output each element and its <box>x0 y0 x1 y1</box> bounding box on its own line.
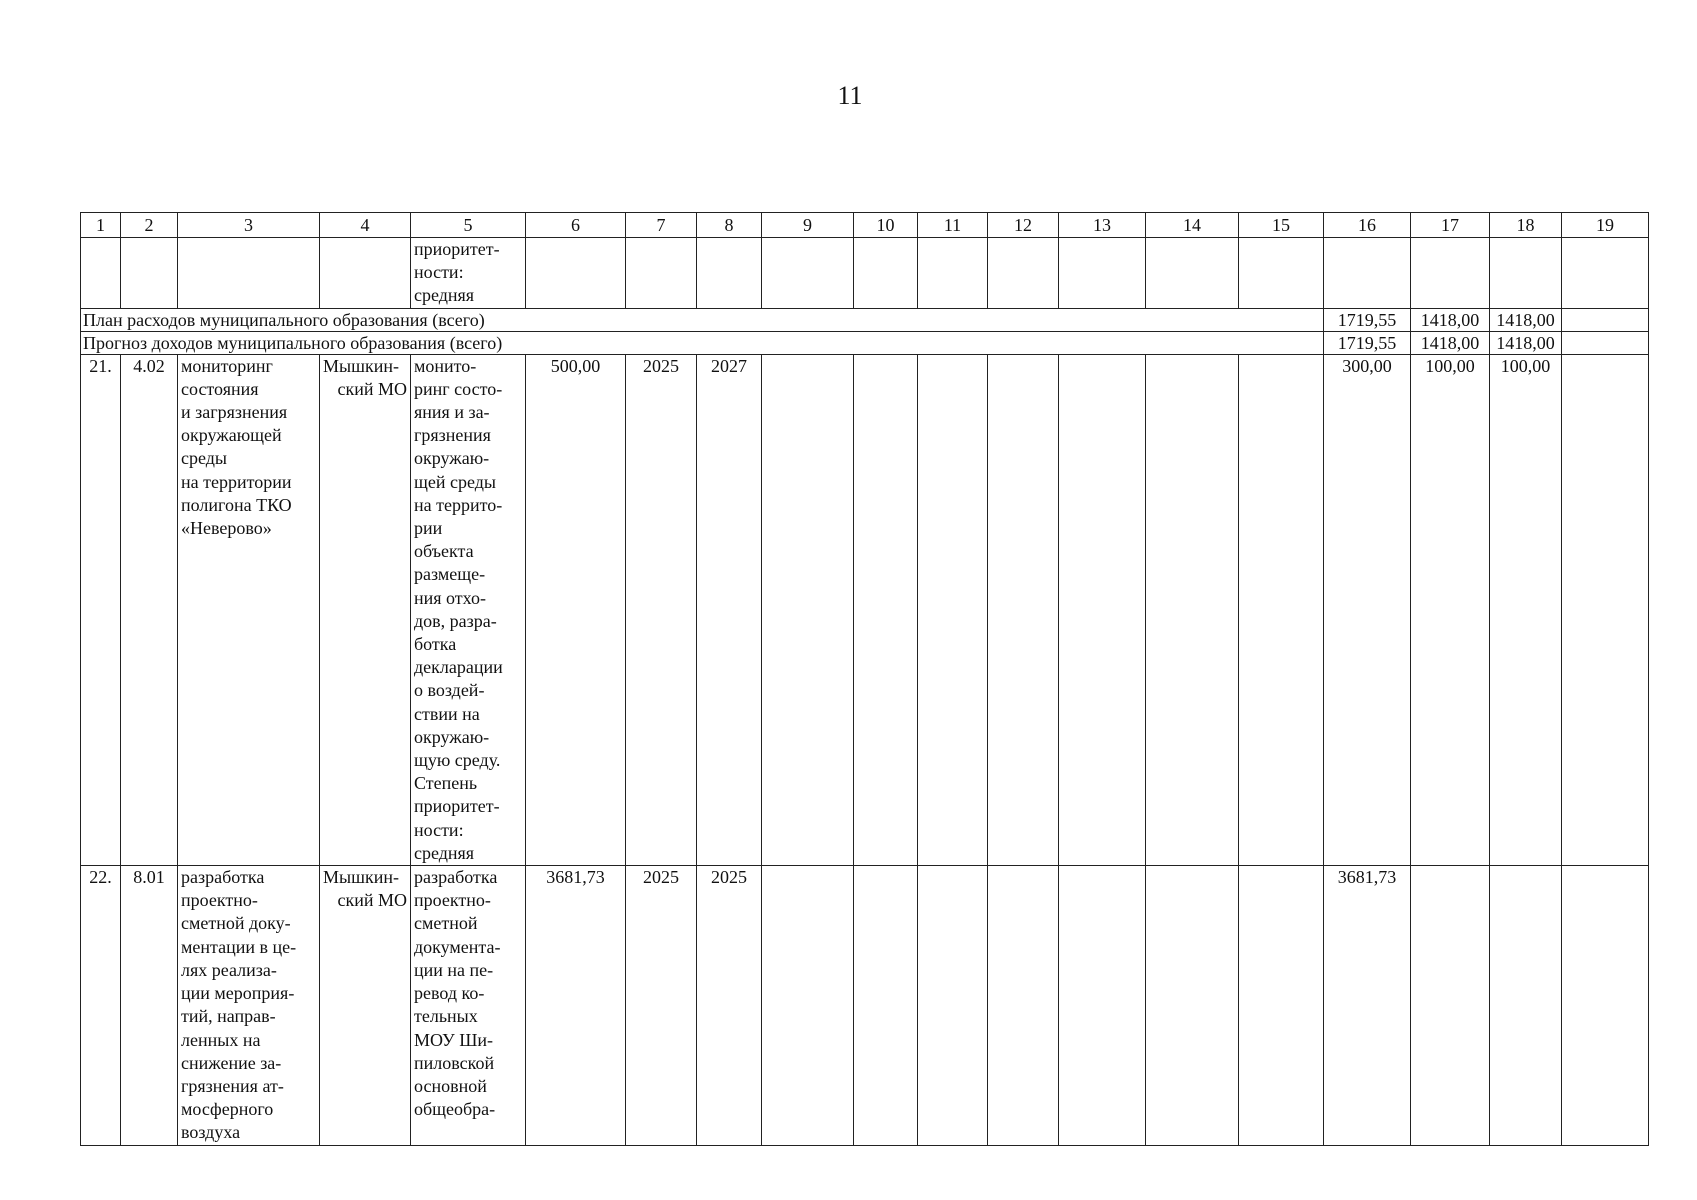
column-header: 18 <box>1490 213 1562 238</box>
row-year-start: 2025 <box>626 866 697 1145</box>
page-number: 11 <box>837 81 863 110</box>
row-year-end: 2027 <box>697 354 762 865</box>
column-header: 8 <box>697 213 762 238</box>
column-header: 11 <box>918 213 988 238</box>
prognoz-label: Прогноз доходов муниципального образования (всего) <box>81 331 1324 354</box>
plan-label: План расходов муниципального образования (всего) <box>81 308 1324 331</box>
column-header: 15 <box>1239 213 1324 238</box>
table-row <box>81 354 1649 865</box>
column-header: 5 <box>411 213 526 238</box>
continuation-description: приоритет- ности: средняя <box>411 238 526 309</box>
column-header: 17 <box>1411 213 1490 238</box>
column-number-row <box>81 213 1649 238</box>
column-header: 12 <box>988 213 1059 238</box>
row-executor: Мышкин- ский МО <box>320 866 411 1145</box>
column-header: 10 <box>854 213 918 238</box>
column-header: 19 <box>1562 213 1649 238</box>
row-code: 8.01 <box>121 866 178 1145</box>
plan-value-17: 1418,00 <box>1411 308 1490 331</box>
column-header: 2 <box>121 213 178 238</box>
row-value-16: 3681,73 <box>1324 866 1411 1145</box>
row-number: 21. <box>81 354 121 865</box>
column-header: 9 <box>762 213 854 238</box>
continuation-row <box>81 238 1649 309</box>
plan-row <box>81 308 1649 331</box>
row-cost: 3681,73 <box>526 866 626 1145</box>
plan-value-18: 1418,00 <box>1490 308 1562 331</box>
prognoz-row <box>81 331 1649 354</box>
column-header: 4 <box>320 213 411 238</box>
row-code: 4.02 <box>121 354 178 865</box>
row-value-18: 100,00 <box>1490 354 1562 865</box>
row-description: монито- ринг состо- яния и за- грязнения окружаю- щей среды на террито- рии объекта размеще- ния отхо- дов, разра- ботка декларации о воздей- ствии на окружаю- щую среду. Степень приоритет- ности: средняя <box>411 354 526 865</box>
column-header: 6 <box>526 213 626 238</box>
row-name: мониторинг состояния и загрязнения окружающей среды на территории полигона ТКО «Неверово» <box>178 354 320 865</box>
row-year-start: 2025 <box>626 354 697 865</box>
row-value-18 <box>1490 866 1562 1145</box>
prognoz-value-16: 1719,55 <box>1324 331 1411 354</box>
row-value-17 <box>1411 866 1490 1145</box>
row-number: 22. <box>81 866 121 1145</box>
column-header: 1 <box>81 213 121 238</box>
table-row <box>81 866 1649 1145</box>
row-name: разработка проектно- сметной доку- ментации в це- лях реализа- ции мероприя- тий, направ- ленных на снижение за- грязнения ат- мосферного воздуха <box>178 866 320 1145</box>
row-value-17: 100,00 <box>1411 354 1490 865</box>
column-header: 3 <box>178 213 320 238</box>
row-year-end: 2025 <box>697 866 762 1145</box>
column-header: 16 <box>1324 213 1411 238</box>
row-cost: 500,00 <box>526 354 626 865</box>
column-header: 14 <box>1146 213 1239 238</box>
column-header: 13 <box>1059 213 1146 238</box>
row-executor: Мышкин- ский МО <box>320 354 411 865</box>
row-value-16: 300,00 <box>1324 354 1411 865</box>
plan-value-16: 1719,55 <box>1324 308 1411 331</box>
column-header: 7 <box>626 213 697 238</box>
prognoz-value-17: 1418,00 <box>1411 331 1490 354</box>
prognoz-value-18: 1418,00 <box>1490 331 1562 354</box>
program-table <box>80 212 1649 1146</box>
row-description: разработка проектно- сметной документа- ции на пе- ревод ко- тельных МОУ Ши- пиловской основной общеобра- <box>411 866 526 1145</box>
